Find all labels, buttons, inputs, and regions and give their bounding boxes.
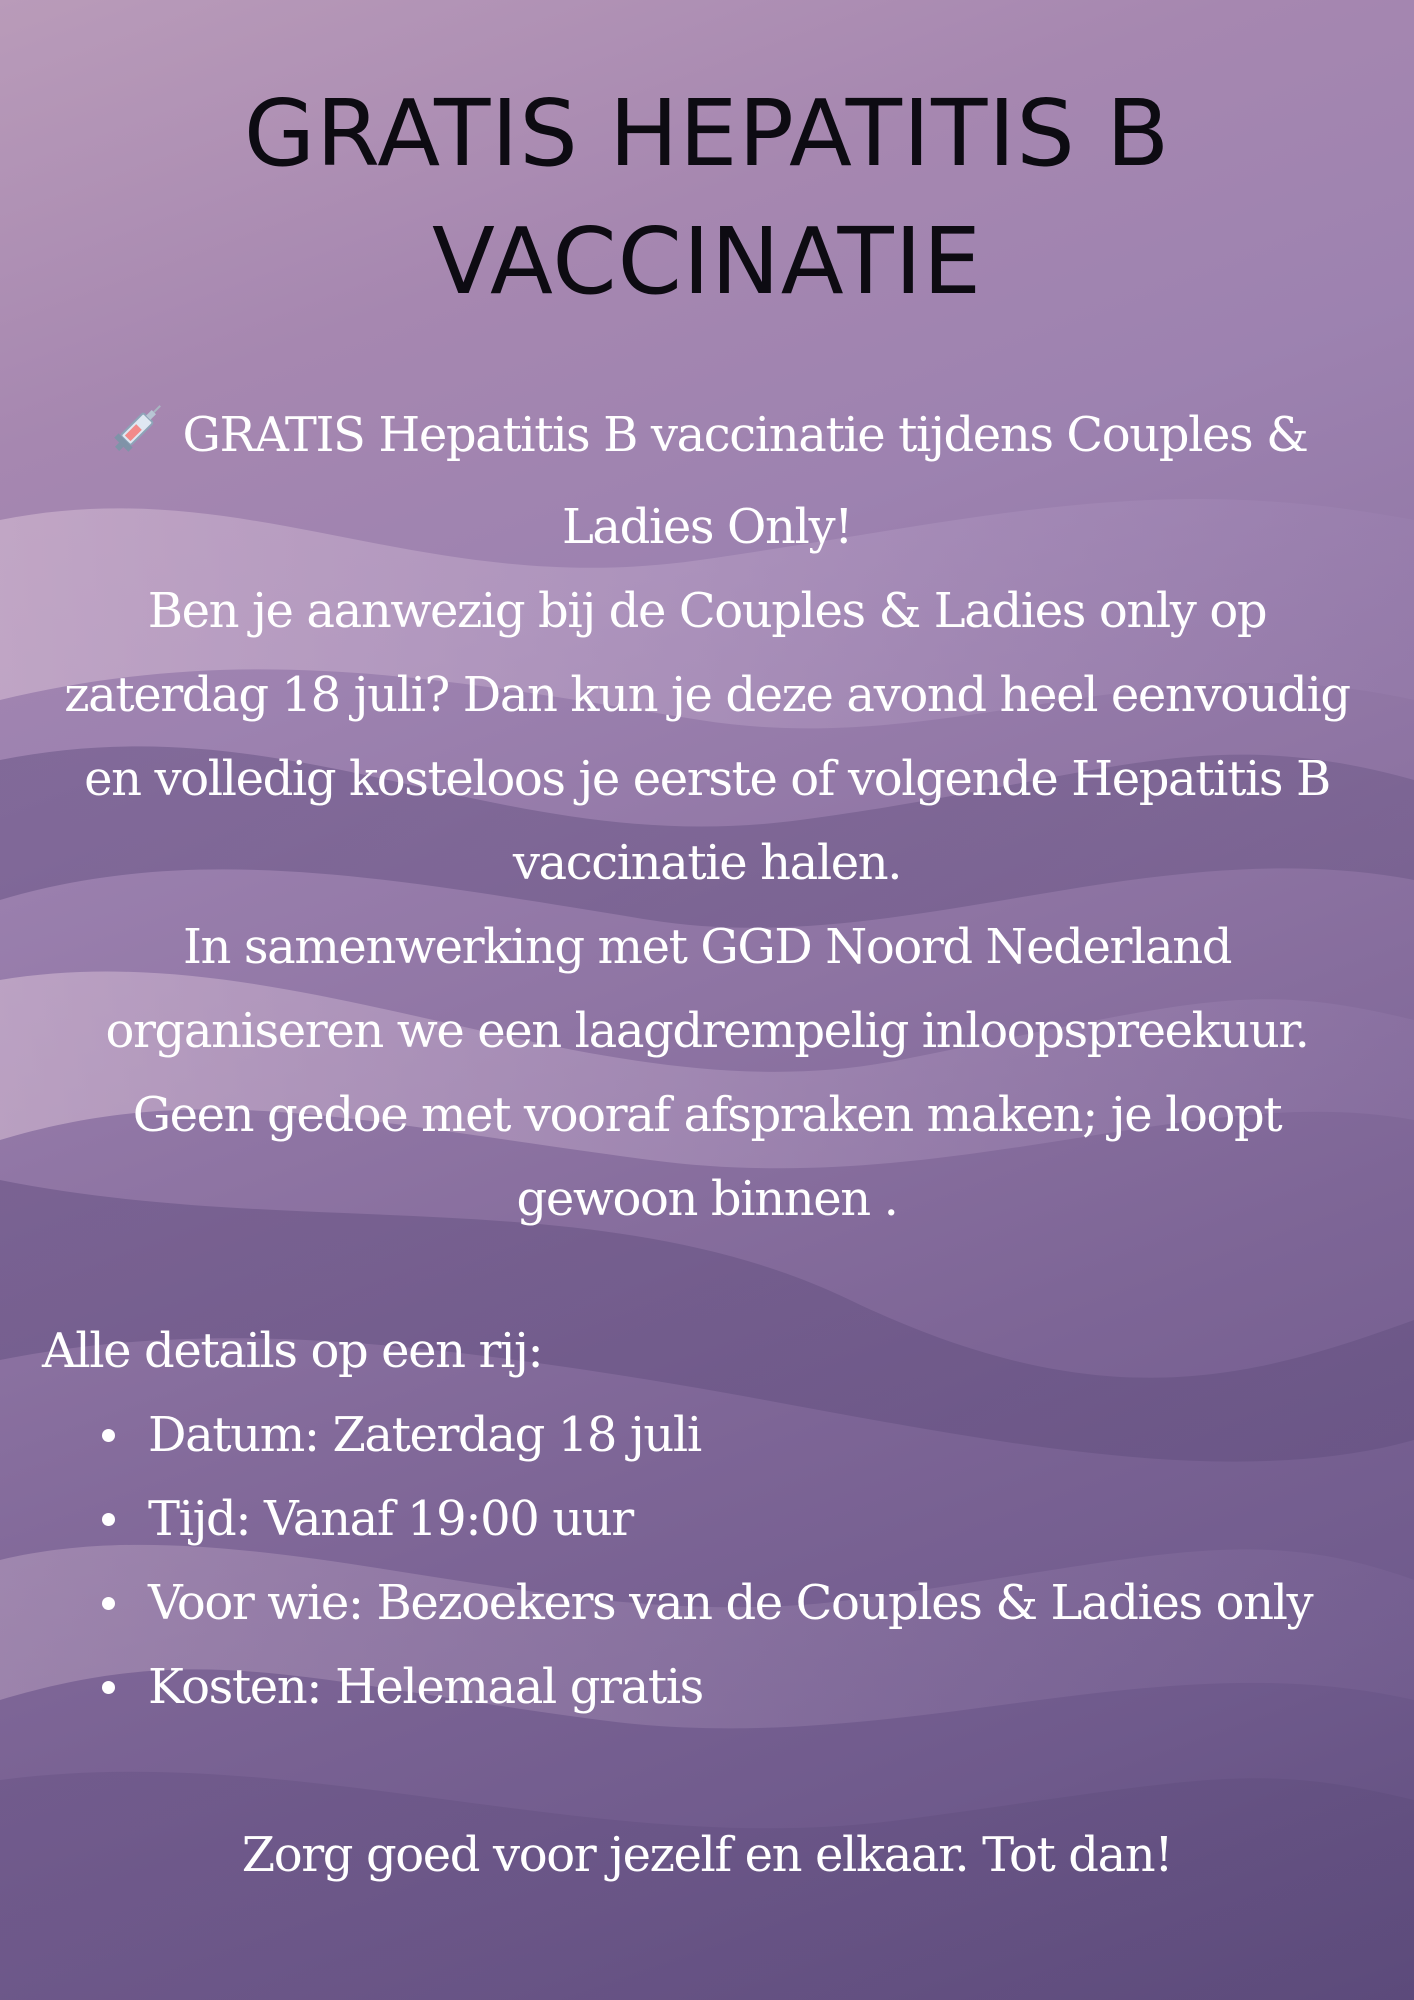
details-item-cost: [148, 1645, 1358, 1729]
intro-paragraph-partnership: In samenwerking met GGD Noord Nederland organiseren we een laagdrempelig inloopspreekuur. Geen gedoe met vooraf afspraken maken; je loopt gewoon binnen .: [105, 919, 1309, 1227]
details-list: [148, 1393, 1358, 1729]
bullet-icon: [102, 1513, 115, 1526]
bullet-icon: [102, 1597, 115, 1610]
details-item-date: [148, 1393, 1358, 1477]
poster-title: GRATIS HEPATITIS B VACCINATIE: [243, 80, 1171, 315]
details-item-text: Datum: Zaterdag 18 juli: [148, 1407, 701, 1463]
bullet-icon: [102, 1681, 115, 1694]
intro-paragraph-event: Ben je aanwezig bij de Couples & Ladies only op zaterdag 18 juli? Dan kun je deze avond heel eenvoudig en volledig kosteloos je eerste of volgende Hepatitis B vaccinatie halen.: [64, 583, 1350, 891]
intro-headline-line: [48, 393, 1366, 569]
syringe-icon: [107, 395, 171, 485]
details-item-text: Voor wie: Bezoekers van de Couples & Ladies only: [148, 1575, 1313, 1631]
details-item-audience: [148, 1561, 1358, 1645]
details-item-text: Kosten: Helemaal gratis: [148, 1659, 703, 1715]
details-item-time: [148, 1477, 1358, 1561]
intro-headline: GRATIS Hepatitis B vaccinatie tijdens Couples & Ladies Only!: [182, 407, 1308, 555]
details-item-text: Tijd: Vanaf 19:00 uur: [148, 1491, 633, 1547]
closing-line: Zorg goed voor jezelf en elkaar. Tot dan!: [241, 1827, 1173, 1883]
bullet-icon: [102, 1429, 115, 1442]
intro-block: [48, 393, 1366, 1241]
details-heading: Alle details op een rij:: [42, 1323, 543, 1379]
